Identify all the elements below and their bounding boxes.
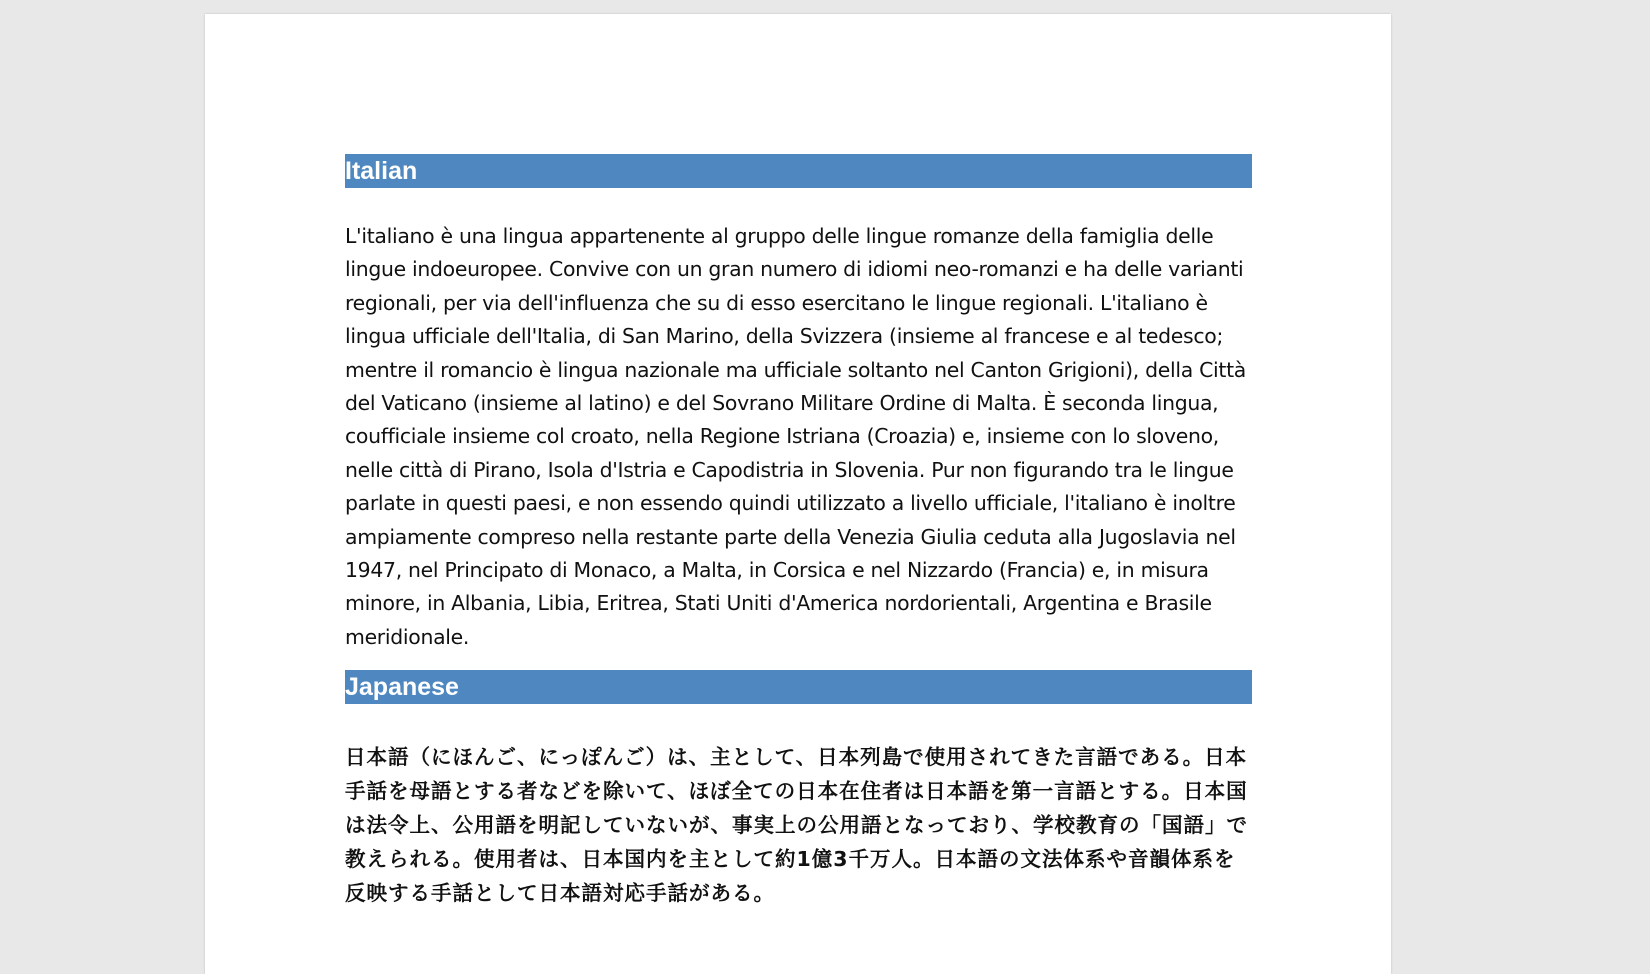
section-body-japanese: 日本語（にほんご、にっぽんご）は、主として、日本列島で使用されてきた言語である。日本手話を母語とする者などを除いて、ほぼ全ての日本在住者は日本語を第一言語とする。日本国は法令上、公用語を明記していないが、事実上の公用語となっており、学校教育の「国語」で教えられる。使用者は、日本国内を主として約1億3千万人。日本語の文法体系や音韻体系を反映する手話として日本語対応手話がある。 (345, 745, 1248, 906)
section-heading-japanese: Japanese (345, 670, 1252, 704)
document-content (345, 154, 1252, 910)
section-heading-italian: Italian (345, 154, 1252, 188)
section-body-italian: L'italiano è una lingua appartenente al gruppo delle lingue romanze della famiglia delle lingue indoeuropee. Convive con un gran numero di idiomi neo-romanzi e ha delle varianti regionali, per via dell'influenza che su di esso esercitano le lingue regionali. L'italiano è lingua ufficiale dell'Italia, di San Marino, della Svizzera (insieme al francese e al tedesco; mentre il romancio è lingua nazionale ma ufficiale soltanto nel Canton Grigioni), della Città del Vaticano (insieme al latino) e del Sovrano Militare Ordine di Malta. È seconda lingua, coufficiale insieme col croato, nella Regione Istriana (Croazia) e, insieme con lo sloveno, nelle città di Pirano, Isola d'Istria e Capodistria in Slovenia. Pur non figurando tra le lingue parlate in questi paesi, e non essendo quindi utilizzato a livello ufficiale, l'italiano è inoltre ampiamente compreso nella restante parte della Venezia Giulia ceduta alla Jugoslavia nel 1947, nel Principato di Monaco, a Malta, in Corsica e nel Nizzardo (Francia) e, in misura minore, in Albania, Libia, Eritrea, Stati Uniti d'America nordorientali, Argentina e Brasile meridionale. (345, 224, 1246, 649)
document-page (205, 14, 1391, 974)
